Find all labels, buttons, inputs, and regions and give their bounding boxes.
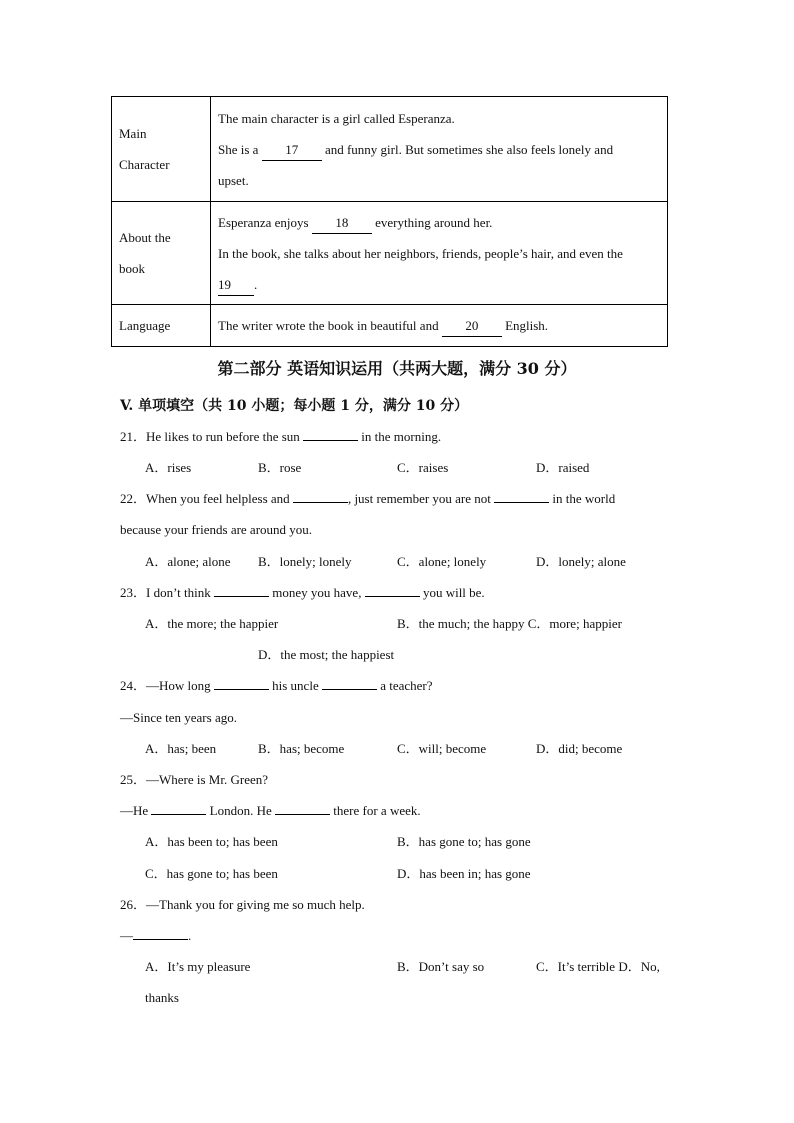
table-row [112, 305, 668, 347]
question-22-line2: because your friends are around you. [120, 522, 313, 537]
question-26-reply: — . [120, 928, 192, 943]
answer-blank [275, 801, 330, 815]
row-label: Main Character [112, 97, 211, 202]
option-b: B．lonely; lonely [258, 554, 352, 569]
row-content: Esperanza enjoys 18 everything around her. In the book, she talks about her neighbors, friends, people’s hair, and even the 19 . [211, 202, 668, 305]
option-c: C．raises [397, 460, 449, 475]
option-b: B．rose [258, 460, 302, 475]
blank-18: 18 [312, 213, 372, 234]
blank-20: 20 [442, 316, 502, 337]
question-24: 24．—How long his uncle a teacher? [120, 678, 433, 693]
answer-blank [293, 489, 348, 503]
option-a: A．the more; the happier [145, 616, 279, 631]
answer-blank [303, 427, 358, 441]
answer-blank [214, 676, 269, 690]
row-content: The main character is a girl called Esperanza. She is a 17 and funny girl. But sometimes she also feels lonely and upset. [211, 97, 668, 202]
blank-17: 17 [262, 140, 322, 161]
table-row [112, 97, 668, 202]
option-d: D．has been in; has gone [397, 866, 531, 881]
question-22: 22．When you feel helpless and , just remember you are not in the world [120, 491, 616, 506]
row-label: About the book [112, 202, 211, 305]
row-content: The writer wrote the book in beautiful and 20 English. [211, 305, 668, 347]
row-label: Language [112, 305, 211, 347]
option-b: B．has gone to; has gone [397, 834, 531, 849]
answer-blank [151, 801, 206, 815]
section-title: V. 单项填空（共 10 小题；每小题 1 分，满分 10 分） [120, 398, 469, 414]
question-21: 21．He likes to run before the sun in the morning. [120, 429, 442, 444]
book-info-table [111, 96, 668, 347]
option-a: A．has been to; has been [145, 834, 278, 849]
option-d: D．lonely; alone [536, 554, 626, 569]
answer-blank [322, 676, 377, 690]
option-d: D．raised [536, 460, 590, 475]
option-cd: C．It’s terrible D．No, [536, 959, 660, 974]
option-d-continued: thanks [145, 990, 179, 1005]
option-a: A．rises [145, 460, 192, 475]
option-b: B．has; become [258, 741, 345, 756]
answer-blank [133, 926, 188, 940]
answer-blank [494, 489, 549, 503]
option-a: A．has; been [145, 741, 217, 756]
table-row [112, 202, 668, 305]
option-a: A．It’s my pleasure [145, 959, 251, 974]
option-a: A．alone; alone [145, 554, 231, 569]
answer-blank [214, 583, 269, 597]
question-25-reply: —He London. He there for a week. [120, 803, 421, 818]
option-d: D．the most; the happiest [258, 647, 395, 662]
option-b: B．Don’t say so [397, 959, 485, 974]
question-26: 26．—Thank you for giving me so much help. [120, 897, 365, 912]
option-bc: B．the much; the happy C．more; happier [397, 616, 622, 631]
option-d: D．did; become [536, 741, 623, 756]
option-c: C．has gone to; has been [145, 866, 278, 881]
part-title: 第二部分 英语知识运用（共两大题，满分 30 分） [217, 359, 577, 378]
option-c: C．alone; lonely [397, 554, 487, 569]
answer-blank [365, 583, 420, 597]
question-24-reply: —Since ten years ago. [120, 710, 237, 725]
blank-19: 19 [218, 275, 254, 296]
option-c: C．will; become [397, 741, 487, 756]
question-25: 25．—Where is Mr. Green? [120, 772, 269, 787]
question-23: 23．I don’t think money you have, you will be. [120, 585, 485, 600]
